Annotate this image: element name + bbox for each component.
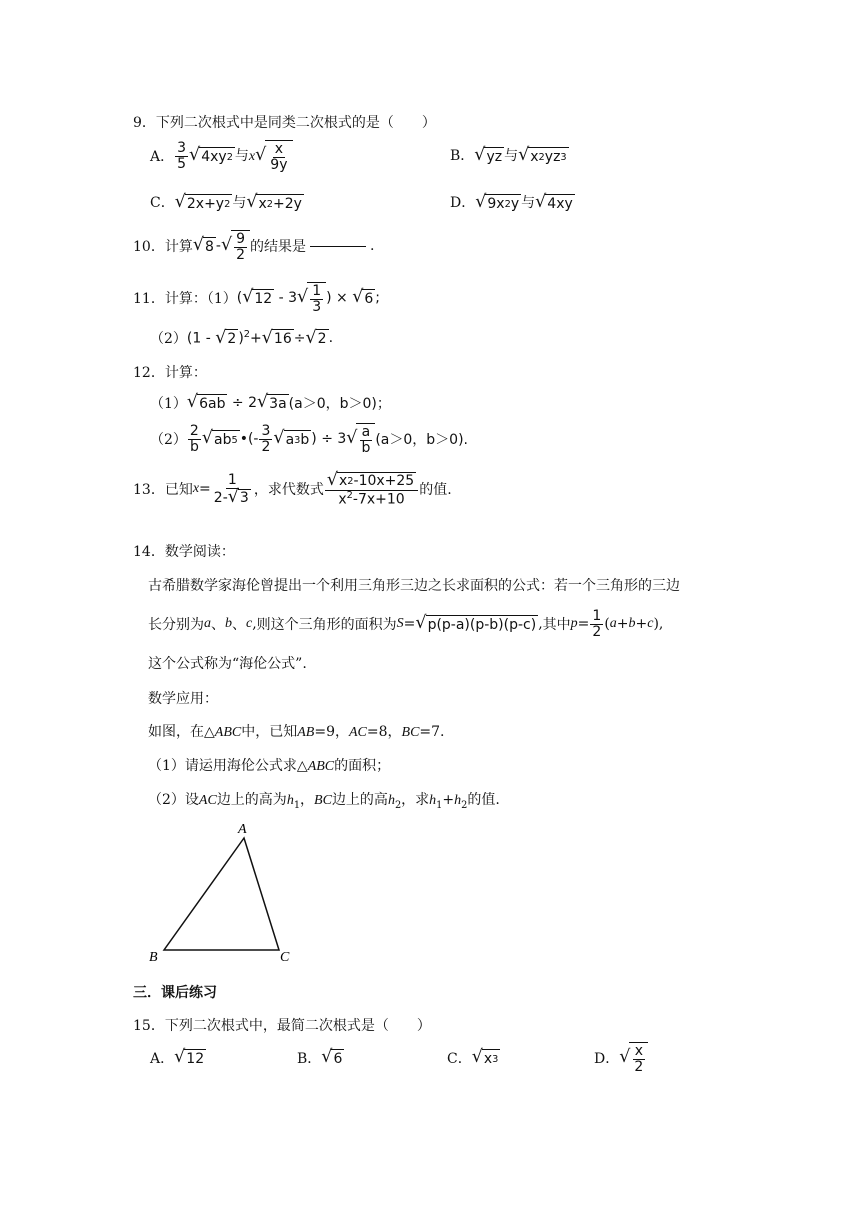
q10-answer-blank bbox=[310, 246, 366, 247]
q14-sub2: （2）设AC边上的高为$h_1$，BC边上的高$h_2$，求$h_1+h_2$的值. bbox=[148, 792, 500, 811]
q14-sub1: （1）请运用海伦公式求△ABC的面积； bbox=[148, 758, 391, 774]
q11-line2-prefix: （2） bbox=[150, 331, 187, 347]
q12-part1-label: （1） bbox=[150, 396, 187, 412]
q14-para3: 这个公式称为“海伦公式”. bbox=[148, 656, 307, 672]
q9-option-b bbox=[450, 145, 569, 165]
q11-expr2: (1 - √ 2 )$^2$+ √ 16 ÷ √ 2 bbox=[186, 327, 327, 348]
q13-mid: ，求代数式 bbox=[253, 482, 324, 499]
q9-option-c-expr: √ 2x+y 2 与 √ x 2 +2y bbox=[174, 192, 302, 213]
q9-option-a-expr: $\frac{3}{5}$ √ 4xy 2 与x √ x 9y bbox=[174, 140, 292, 172]
triangle-figure bbox=[140, 818, 310, 968]
section-3-title: 三．课后练习 bbox=[133, 985, 217, 1001]
q11-prefix: 11．计算：（1） bbox=[133, 291, 237, 308]
q12-part2-expr: $\frac{2}{b}$ √ ab 5 •(- $\frac{3}{2}$ √ a 3 b ) ÷ 3 √ a b bbox=[187, 423, 375, 455]
q9-option-d-label: D． bbox=[450, 195, 476, 211]
q10 bbox=[133, 230, 375, 262]
q10-prefix: 10．计算 bbox=[133, 239, 193, 256]
q11-line1 bbox=[133, 282, 380, 314]
q12-part2-cond: (a＞0，b＞0). bbox=[375, 432, 468, 449]
q12-stem: 12．计算： bbox=[133, 365, 207, 381]
q10-end: . bbox=[370, 238, 375, 255]
q14-app-title: 数学应用： bbox=[148, 691, 218, 707]
q15-stem: 15．下列二次根式中，最简二次根式是（ ） bbox=[133, 1018, 431, 1034]
q14-para1: 古希腊数学家海伦曾提出一个利用三角形三边之长求面积的公式：若一个三角形的三边 bbox=[148, 578, 680, 594]
q13-suffix: 的值. bbox=[419, 482, 452, 499]
heron-formula: √ p(p-a)(p-b)(p-c) bbox=[415, 613, 537, 634]
q14-title: 14．数学阅读： bbox=[133, 544, 235, 560]
q9-stem: 9．下列二次根式中是同类二次根式的是（ ） bbox=[133, 115, 436, 131]
q9-option-d bbox=[450, 192, 575, 212]
q15-option-d: D． √ x 2 bbox=[594, 1042, 648, 1074]
q9-option-c bbox=[150, 192, 304, 212]
vertex-a-label: A bbox=[238, 822, 247, 837]
q9-option-b-label: B． bbox=[450, 148, 475, 164]
q10-expr: √ 8 - √ 9 2 bbox=[193, 230, 250, 262]
vertex-b-label: B bbox=[149, 950, 158, 965]
q12-part2 bbox=[150, 423, 468, 455]
q11-end: . bbox=[328, 330, 334, 346]
q9-option-b-expr: √ yz 与 √ x 2 yz 3 bbox=[474, 145, 567, 166]
q11-line2 bbox=[150, 328, 333, 348]
q9-option-c-label: C． bbox=[150, 195, 175, 211]
q9-option-a bbox=[150, 140, 293, 172]
q12-part1 bbox=[150, 393, 391, 413]
q13-expr: √ x 2 -10x+25 $x^2-7x+10$ bbox=[324, 472, 419, 507]
q9-option-d-expr: √ 9x 2 y 与 √ 4xy bbox=[475, 192, 573, 213]
q13-x-value: 1 2- √ 3 bbox=[213, 471, 249, 507]
q13: 13．已知 x = 1 2- √ 3 ，求代数式 √ x 2 -10x+25 $x^2-7x+10$ 的值. bbox=[133, 470, 452, 508]
q13-prefix: 13．已知 bbox=[133, 482, 193, 499]
q15-option-b: B． √ 6 bbox=[297, 1047, 343, 1068]
q15-option-c: C． √ x 3 bbox=[447, 1047, 499, 1068]
q15-option-a: A． √ 12 bbox=[150, 1047, 205, 1068]
triangle-abc bbox=[164, 838, 279, 950]
q14-given: 如图，在△ABC中，已知AB=9，AC=8，BC=7. bbox=[148, 724, 445, 740]
q14-para2: 长分别为 a 、 b 、 c , 则这个三角形的面积为 S = √ p(p-a)(p-b)(p-c) , 其中 p = $\frac{1}{2}$ ( a + b + c ), bbox=[148, 608, 664, 640]
q9-option-a-label: A． bbox=[150, 149, 175, 166]
q12-part1-cond: (a＞0，b＞0)； bbox=[288, 396, 391, 412]
q11-expr1: ( √ 12 - 3 √ 1 3 ) × √ 6 ; bbox=[236, 283, 381, 315]
q12-part2-label: （2） bbox=[150, 432, 187, 449]
q12-part1-expr: √ 6ab ÷ 2 √ 3a bbox=[186, 392, 287, 413]
vertex-c-label: C bbox=[280, 950, 290, 965]
q10-suffix: 的结果是 bbox=[250, 239, 307, 256]
